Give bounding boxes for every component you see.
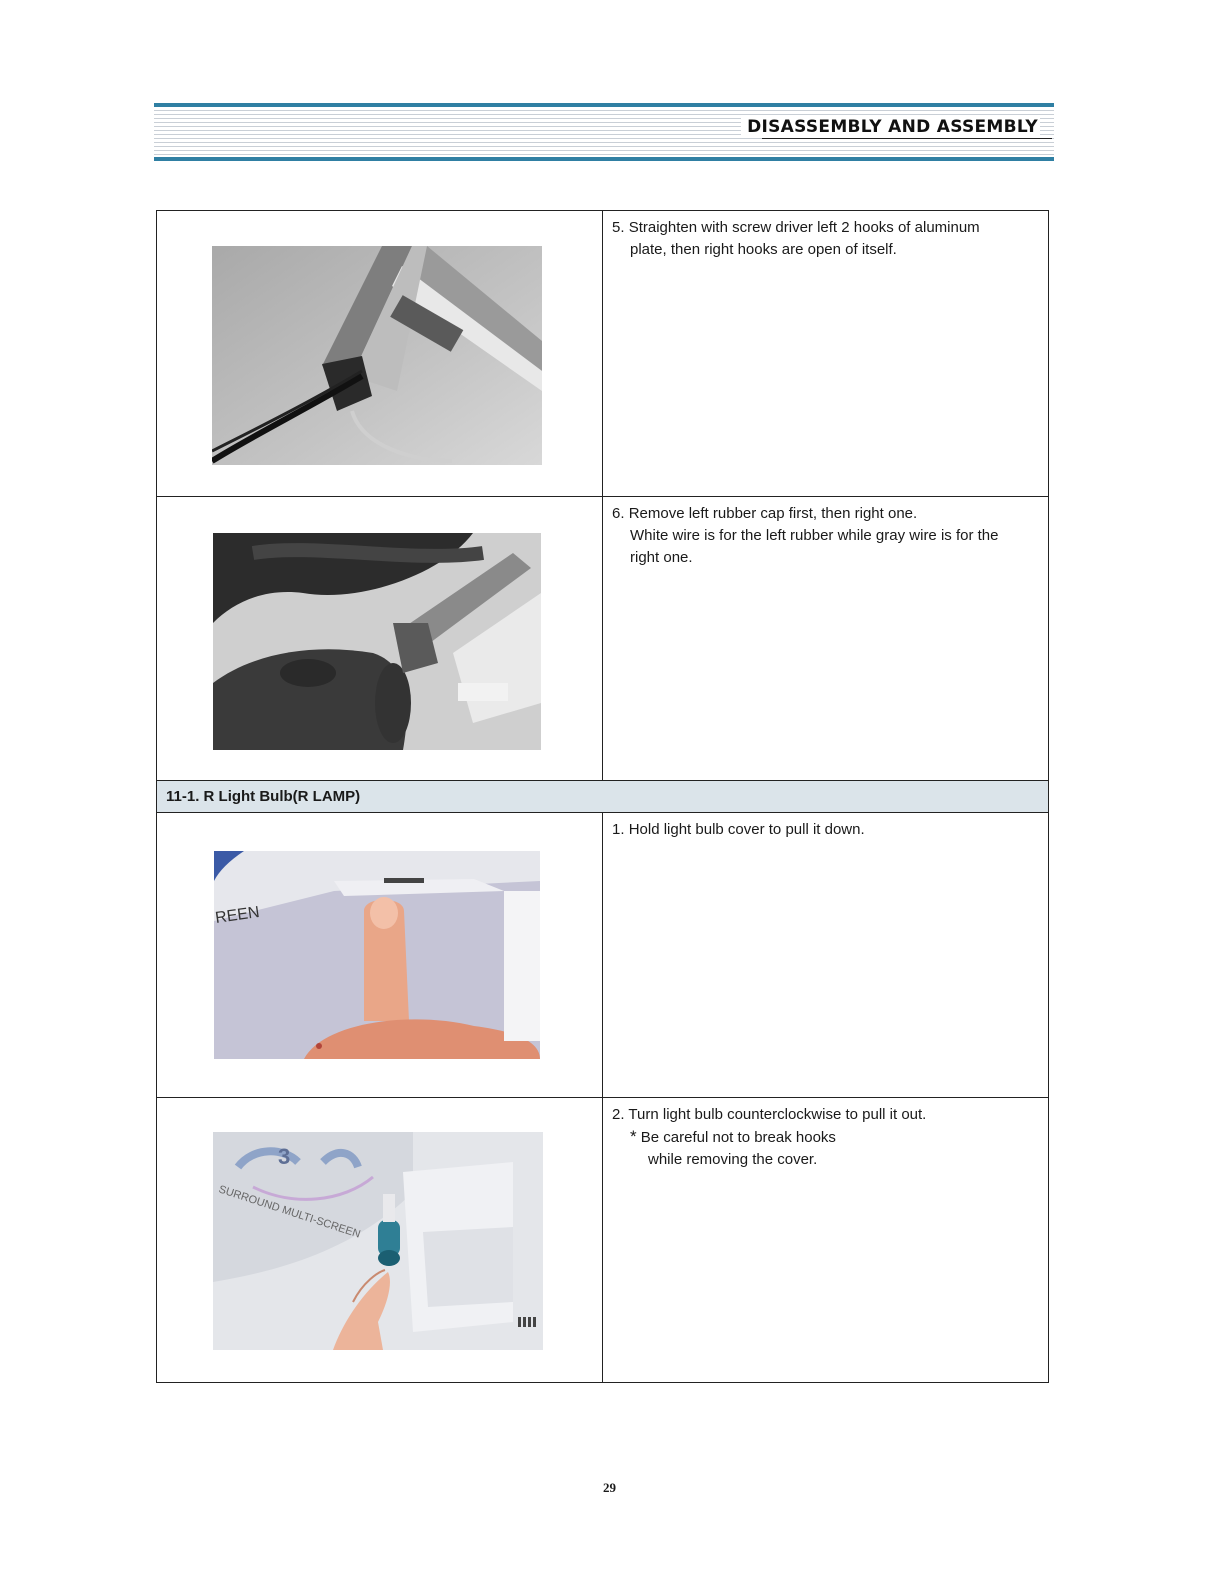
caution-note bbox=[612, 1126, 1038, 1171]
header-title-underline bbox=[762, 138, 1052, 139]
note-line: Be careful not to break hooks bbox=[640, 1129, 836, 1146]
bulb-cover-photo bbox=[214, 851, 540, 1059]
asterisk-icon: * bbox=[630, 1127, 637, 1146]
bulb-removal-photo bbox=[213, 1132, 543, 1350]
step-line: White wire is for the left rubber while gray wire is for the bbox=[630, 527, 999, 544]
photo-brand-number: 3 bbox=[278, 1144, 291, 1169]
page-header bbox=[154, 103, 1054, 161]
instruction-text bbox=[604, 211, 1048, 496]
step-number: 6. bbox=[612, 505, 625, 522]
step-line: right one. bbox=[630, 549, 693, 566]
step-line: plate, then right hooks are open of itself. bbox=[630, 241, 897, 258]
image-cell bbox=[157, 1098, 603, 1382]
section-header-row bbox=[157, 781, 1048, 813]
note-line: while removing the cover. bbox=[648, 1151, 818, 1168]
rubber-cap-photo bbox=[213, 533, 541, 750]
aluminum-plate-photo bbox=[212, 246, 542, 465]
table-row bbox=[157, 1098, 1048, 1382]
header-bottom-rule bbox=[154, 157, 1054, 161]
header-top-rule bbox=[154, 103, 1054, 107]
step-number: 5. bbox=[612, 219, 625, 236]
step-line: Straighten with screw driver left 2 hooks of aluminum bbox=[628, 219, 980, 236]
instruction-table bbox=[156, 210, 1049, 1383]
instruction-text bbox=[604, 1098, 1048, 1382]
instruction-text bbox=[604, 497, 1048, 780]
section-header-title: DISASSEMBLY AND ASSEMBLY bbox=[741, 117, 1040, 137]
step-number: 2. bbox=[612, 1106, 625, 1123]
table-row bbox=[157, 497, 1048, 781]
step-line: Turn light bulb counterclockwise to pull it out. bbox=[628, 1106, 927, 1123]
section-title: 11-1. R Light Bulb(R LAMP) bbox=[166, 788, 361, 805]
photo-label: REEN bbox=[214, 903, 261, 927]
photo-brand-text: SURROUND MULTI-SCREEN bbox=[217, 1183, 362, 1241]
step-line: Remove left rubber cap first, then right one. bbox=[628, 505, 918, 522]
image-cell bbox=[157, 211, 603, 496]
image-cell bbox=[157, 497, 603, 780]
page-number: 29 bbox=[603, 1480, 616, 1495]
step-number: 1. bbox=[612, 821, 625, 838]
image-cell bbox=[157, 813, 603, 1097]
table-row bbox=[157, 211, 1048, 497]
instruction-text bbox=[604, 813, 1048, 1097]
step-line: Hold light bulb cover to pull it down. bbox=[628, 821, 865, 838]
table-row bbox=[157, 813, 1048, 1098]
